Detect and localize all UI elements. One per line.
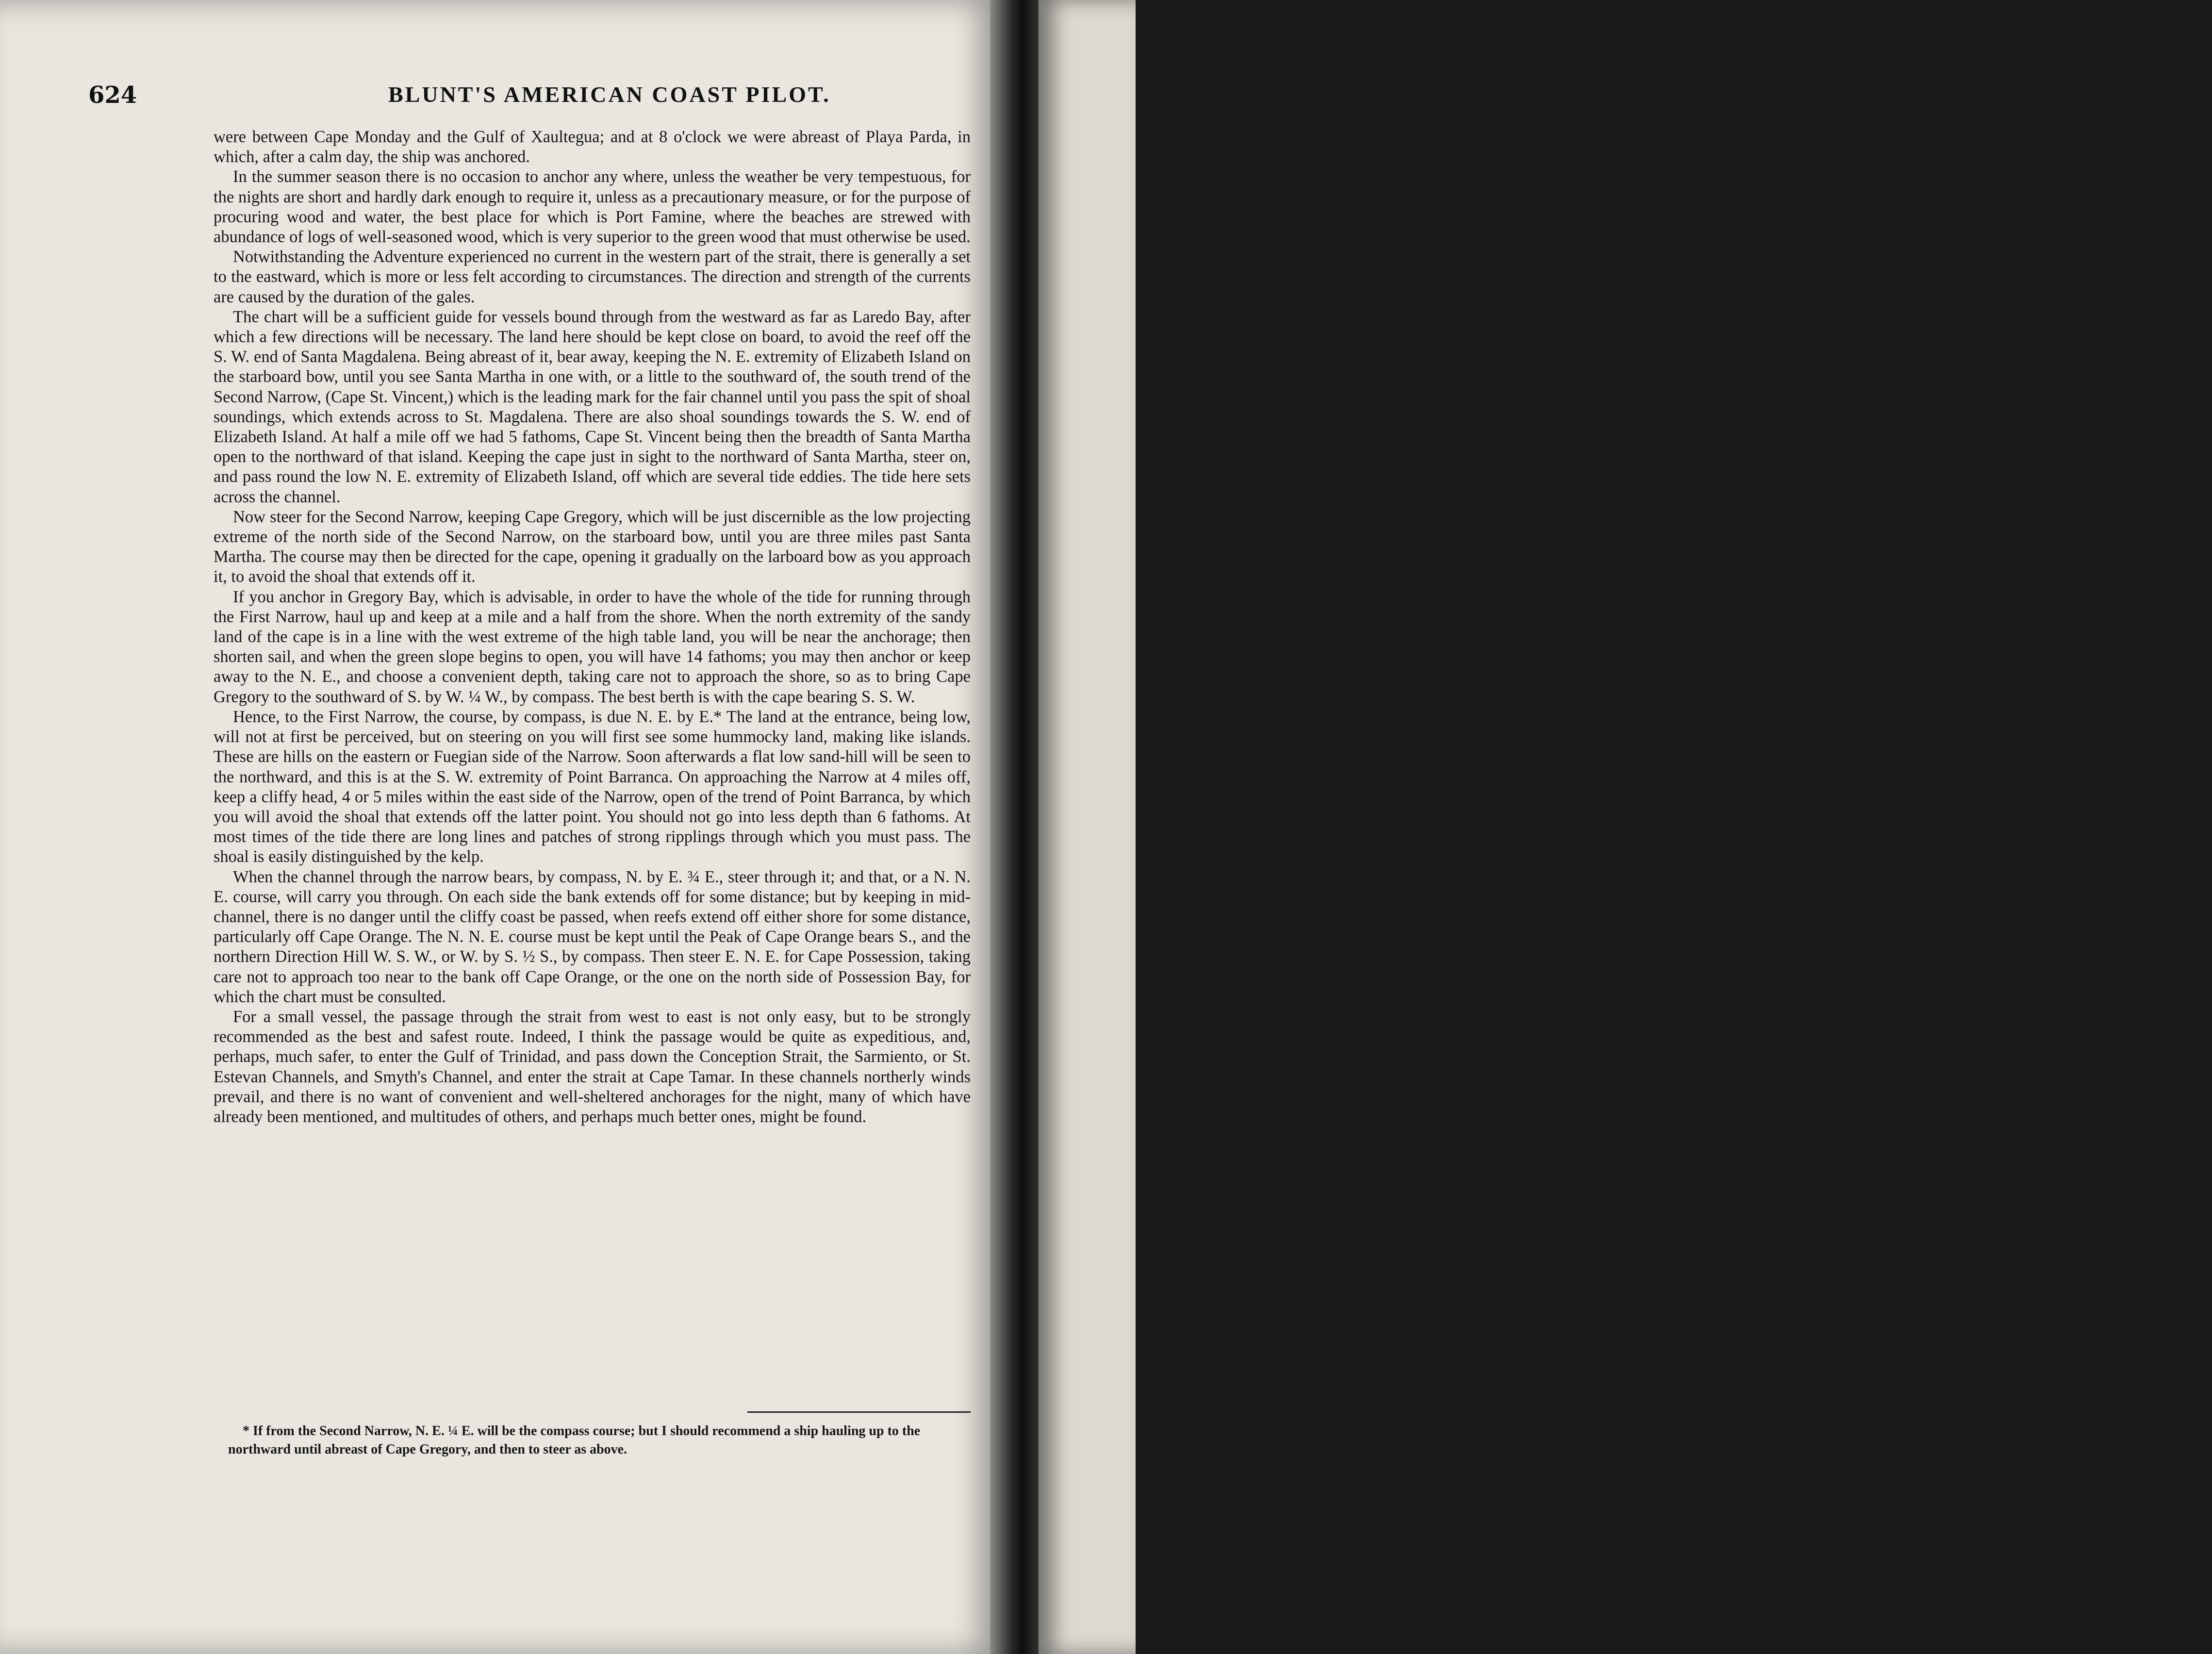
right-page-line: ridian, follo	[2086, 455, 2159, 471]
right-page-line: site surfac	[2086, 397, 2149, 414]
right-page-line: continents, is	[2086, 972, 2167, 989]
right-page-line: nearest appr	[2086, 877, 2164, 893]
right-page-line: the retarda	[2086, 474, 2156, 490]
right-page-line: the action of	[2086, 1010, 2163, 1027]
right-page-line: attraction.	[2086, 742, 2151, 759]
body-text	[214, 127, 971, 1127]
right-page-line: the places, an	[2086, 1413, 2170, 1429]
right-page-line: Society of Lo	[2086, 1317, 2167, 1334]
right-page-line: being at a m	[2086, 646, 2162, 662]
right-page-line: bays and ch	[2086, 493, 2160, 509]
right-page-line: this work.	[2086, 1337, 2148, 1353]
right-page-line: to do so fo	[2086, 282, 2149, 298]
right-page-line: subjoined.	[2086, 761, 2150, 777]
right-page-line: times of high	[2086, 1375, 2166, 1391]
right-page-line: a greater fo	[2086, 378, 2158, 394]
right-page-line: this kind sho	[2086, 1145, 2165, 1161]
right-page-line: tides is to th	[2086, 685, 2161, 701]
footnote-rule	[747, 1411, 971, 1413]
left-page	[0, 0, 1000, 1654]
right-page-text	[2086, 223, 2212, 1431]
footnote-text: * If from the Second Narrow, N. E. ¼ E. will be the compass course; but I should recommend a ship hauling up to the northward until abreast of Cape Gregory, and then to steer as above.	[228, 1423, 921, 1457]
right-page-line: In very high	[2086, 1030, 2162, 1046]
right-page-line: hours after t	[2086, 819, 2163, 835]
right-page-line: disturbing f	[2086, 570, 2159, 586]
right-page-line: 49m. later c	[2086, 512, 2159, 529]
right-page-line: attracts the	[2086, 627, 2157, 644]
right-page-line: Observatio	[2086, 1049, 2155, 1065]
right-page-line: these are ca	[2086, 800, 2159, 816]
paragraph: When the channel through the narrow bears, by compass, N. by E. ¾ E., steer through it; and that, or a N. N. E. course, will carry you through. On each side the bank extends off for some distance; but by keeping in mid-channel, there is no danger until the cliffy coast be passed, when reefs extend off either shore for some distance, particularly off Cape Orange. The N. N. E. course must be kept until the Peak of Cape Orange bears S., and the northern Direction Hill W. S. W., or W. by S. ½ S., by compass. Then steer E. N. E. for Cape Possession, taking care not to approach too near to the bank off Cape Orange, or the one on the north side of Possession Bay, for which the chart must be consulted.	[214, 867, 971, 1006]
right-page-line: thus calcula	[2086, 550, 2160, 567]
paragraph: In the summer season there is no occasion to anchor any where, unless the weather be very tempestuous, for the nights are short and hardly dark enough to require it, unless as a precautionary measure, or for the purpose of procuring wood and water, the best place for which is Port Famine, where the beaches are strewed with abundance of logs of well-seasoned wood, which is very superior to the green wood that must otherwise be used.	[214, 167, 971, 247]
right-page-line: the whole su	[2086, 953, 2163, 969]
right-page-line: London. M	[2086, 1183, 2156, 1199]
right-page-line: the sun and	[2086, 838, 2158, 854]
paragraph: The chart will be a sufficient guide for vessels bound through from the westward as far as Laredo Bay, after which a few directions will be necessary. The land here should be kept close on board, to avoid the reef off the S. W. end of Santa Magdalena. Being abreast of it, bear away, keeping the N. E. extremity of Elizabeth Island on the starboard bow, until you see Santa Martha in one with, or a little to the southward of, the south trend of the Second Narrow, (Cape St. Vincent,) which is the leading mark for the fair channel until you pass the spit of shoal soundings, which extends across to St. Magdalena. There are also shoal soundings towards the S. W. end of Elizabeth Island. At half a mile off we had 5 fathoms, Cape St. Vincent being then the breadth of Santa Martha open to the northward of that island. Keeping the cape just in sight to the northward of Santa Martha, steer on, and pass round the low N. E. extremity of Elizabeth Island, off which are several tide eddies. The tide here sets across the channel.	[214, 307, 971, 506]
right-page-line: a day. Th	[2086, 244, 2144, 260]
right-page-line: forces. Ac	[2086, 665, 2146, 682]
right-page-line: The cau	[2086, 340, 2136, 356]
right-page-line: the water,	[2086, 435, 2147, 452]
right-page-line: raises the w	[2086, 857, 2159, 874]
right-page-line: from his theo	[2086, 1087, 2168, 1104]
right-page-line: Ireland, and	[2086, 1164, 2162, 1180]
right-page-line: as before.	[2086, 301, 2146, 317]
paragraph: Hence, to the First Narrow, the course, by compass, is due N. E. by E.* The land at the entrance, being low, will not at first be perceived, but on steering on you will first see some hummocky land, making like islands. These are hills on the eastern or Fuegian side of the Narrow. Soon afterwards a flat low sand-hill will be seen to the northward, and this is at the S. W. extremity of Point Barranca. On approaching the Narrow at 4 miles off, keep a cliffy head, 4 or 5 miles within the east side of the Narrow, open of the trend of Point Barranca, by which you will avoid the shoal that extends off the latter point. You should not go into less depth than 6 fathoms. At most times of the tide there are long lines and patches of strong ripplings through which you must pass. The shoal is easily distinguished by the kelp.	[214, 707, 971, 866]
paragraph: If you anchor in Gregory Bay, which is advisable, in order to have the whole of the tide for running through the First Narrow, haul up and keep at a mile and a half from the shore. When the north extremity of the sandy land of the cape is in a line with the west extreme of the high table land, you will be near the anchorage; then shorten sail, and when the green slope begins to open, you will have 14 fathoms; you may then anchor or keep away to the N. E., and choose a convenient depth, taking care not to approach the shore, so as to bring Cape Gregory to the southward of S. by W. ¼ W., by compass. The best berth is with the cape bearing S. S. W.	[214, 587, 971, 706]
page-number: 624	[88, 82, 137, 109]
right-page-line: and Septemb	[2086, 934, 2167, 950]
right-page-line: on account of	[2086, 1107, 2169, 1123]
right-page-line: forces, the t	[2086, 704, 2158, 720]
right-page-line: longer axis	[2086, 416, 2153, 432]
right-page-line: From obse	[2086, 1356, 2152, 1372]
right-page-line: during a gre	[2086, 1068, 2162, 1084]
right-page-line: globe, have be	[2086, 1394, 2174, 1410]
paragraph: For a small vessel, the passage through the strait from west to east is not only easy, but to be strongly recommended as the best and safest route. Indeed, I think the passage would be quite as expeditious, and, perhaps, much safer, to enter the Gulf of Trinidad, and pass down the Conception Strait, the Sarmiento, or St. Estevan Channels, and Smyth's Channel, and enter the strait at Cape Tamar. In these channels northerly winds prevail, and there is no want of convenient and well-sheltered anchorages for the night, many of which have already been mentioned, and multitudes of others, and perhaps much better ones, might be found.	[214, 1007, 971, 1126]
right-page-line: the former ;	[2086, 608, 2161, 624]
right-page-line: later in the	[2086, 723, 2154, 739]
right-page-line: labor, a chart	[2086, 1240, 2169, 1257]
right-page-line: computing th	[2086, 1202, 2169, 1219]
right-page-line: small inland	[2086, 992, 2162, 1008]
right-page-line: rises till it	[2086, 263, 2147, 279]
right-page-line: parts of th	[2086, 359, 2151, 375]
right-page-line: that the tim	[2086, 531, 2159, 547]
book-gutter	[990, 0, 1043, 1654]
footnote	[228, 1422, 971, 1459]
right-page-line: and when i	[2086, 320, 2154, 337]
right-page-line: high water at	[2086, 1279, 2165, 1295]
paragraph: Now steer for the Second Narrow, keeping Cape Gregory, which will be just discernible as the low projecting extreme of the north side of the Second Narrow, on the starboard bow, until you are three miles past Santa Martha. The course may then be directed for the cape, opening it gradually on the larboard bow as you approach it, to avoid the shoal that extends off it.	[214, 507, 971, 586]
right-page-line: stances, at o	[2086, 895, 2161, 912]
right-page-line: The tides	[2086, 780, 2143, 797]
paragraph: were between Cape Monday and the Gulf of Xaultegua; and at 8 o'clock we were abreast of Playa Parda, in which, after a calm day, the ship was anchored.	[214, 128, 971, 166]
right-page	[1039, 0, 2174, 1654]
right-page-line: from the ear	[2086, 915, 2163, 931]
running-head: BLUNT'S AMERICAN COAST PILOT.	[388, 82, 831, 107]
right-page-line: tions and dist	[2086, 1222, 2169, 1238]
right-page-line: TIDE is	[2086, 223, 2145, 242]
right-page-line: of the sun,	[2086, 589, 2150, 605]
right-page-line: these lines bei	[2086, 1260, 2170, 1276]
paragraph: Notwithstanding the Adventure experienced no current in the western part of the strait, there is generally a set to the eastward, which is more or less felt according to circumstances. The direction and strength of the currents are caused by the duration of the gales.	[214, 248, 971, 306]
right-page-line: earth. With	[2086, 1125, 2158, 1142]
right-page-line: of new moo	[2086, 1298, 2157, 1314]
